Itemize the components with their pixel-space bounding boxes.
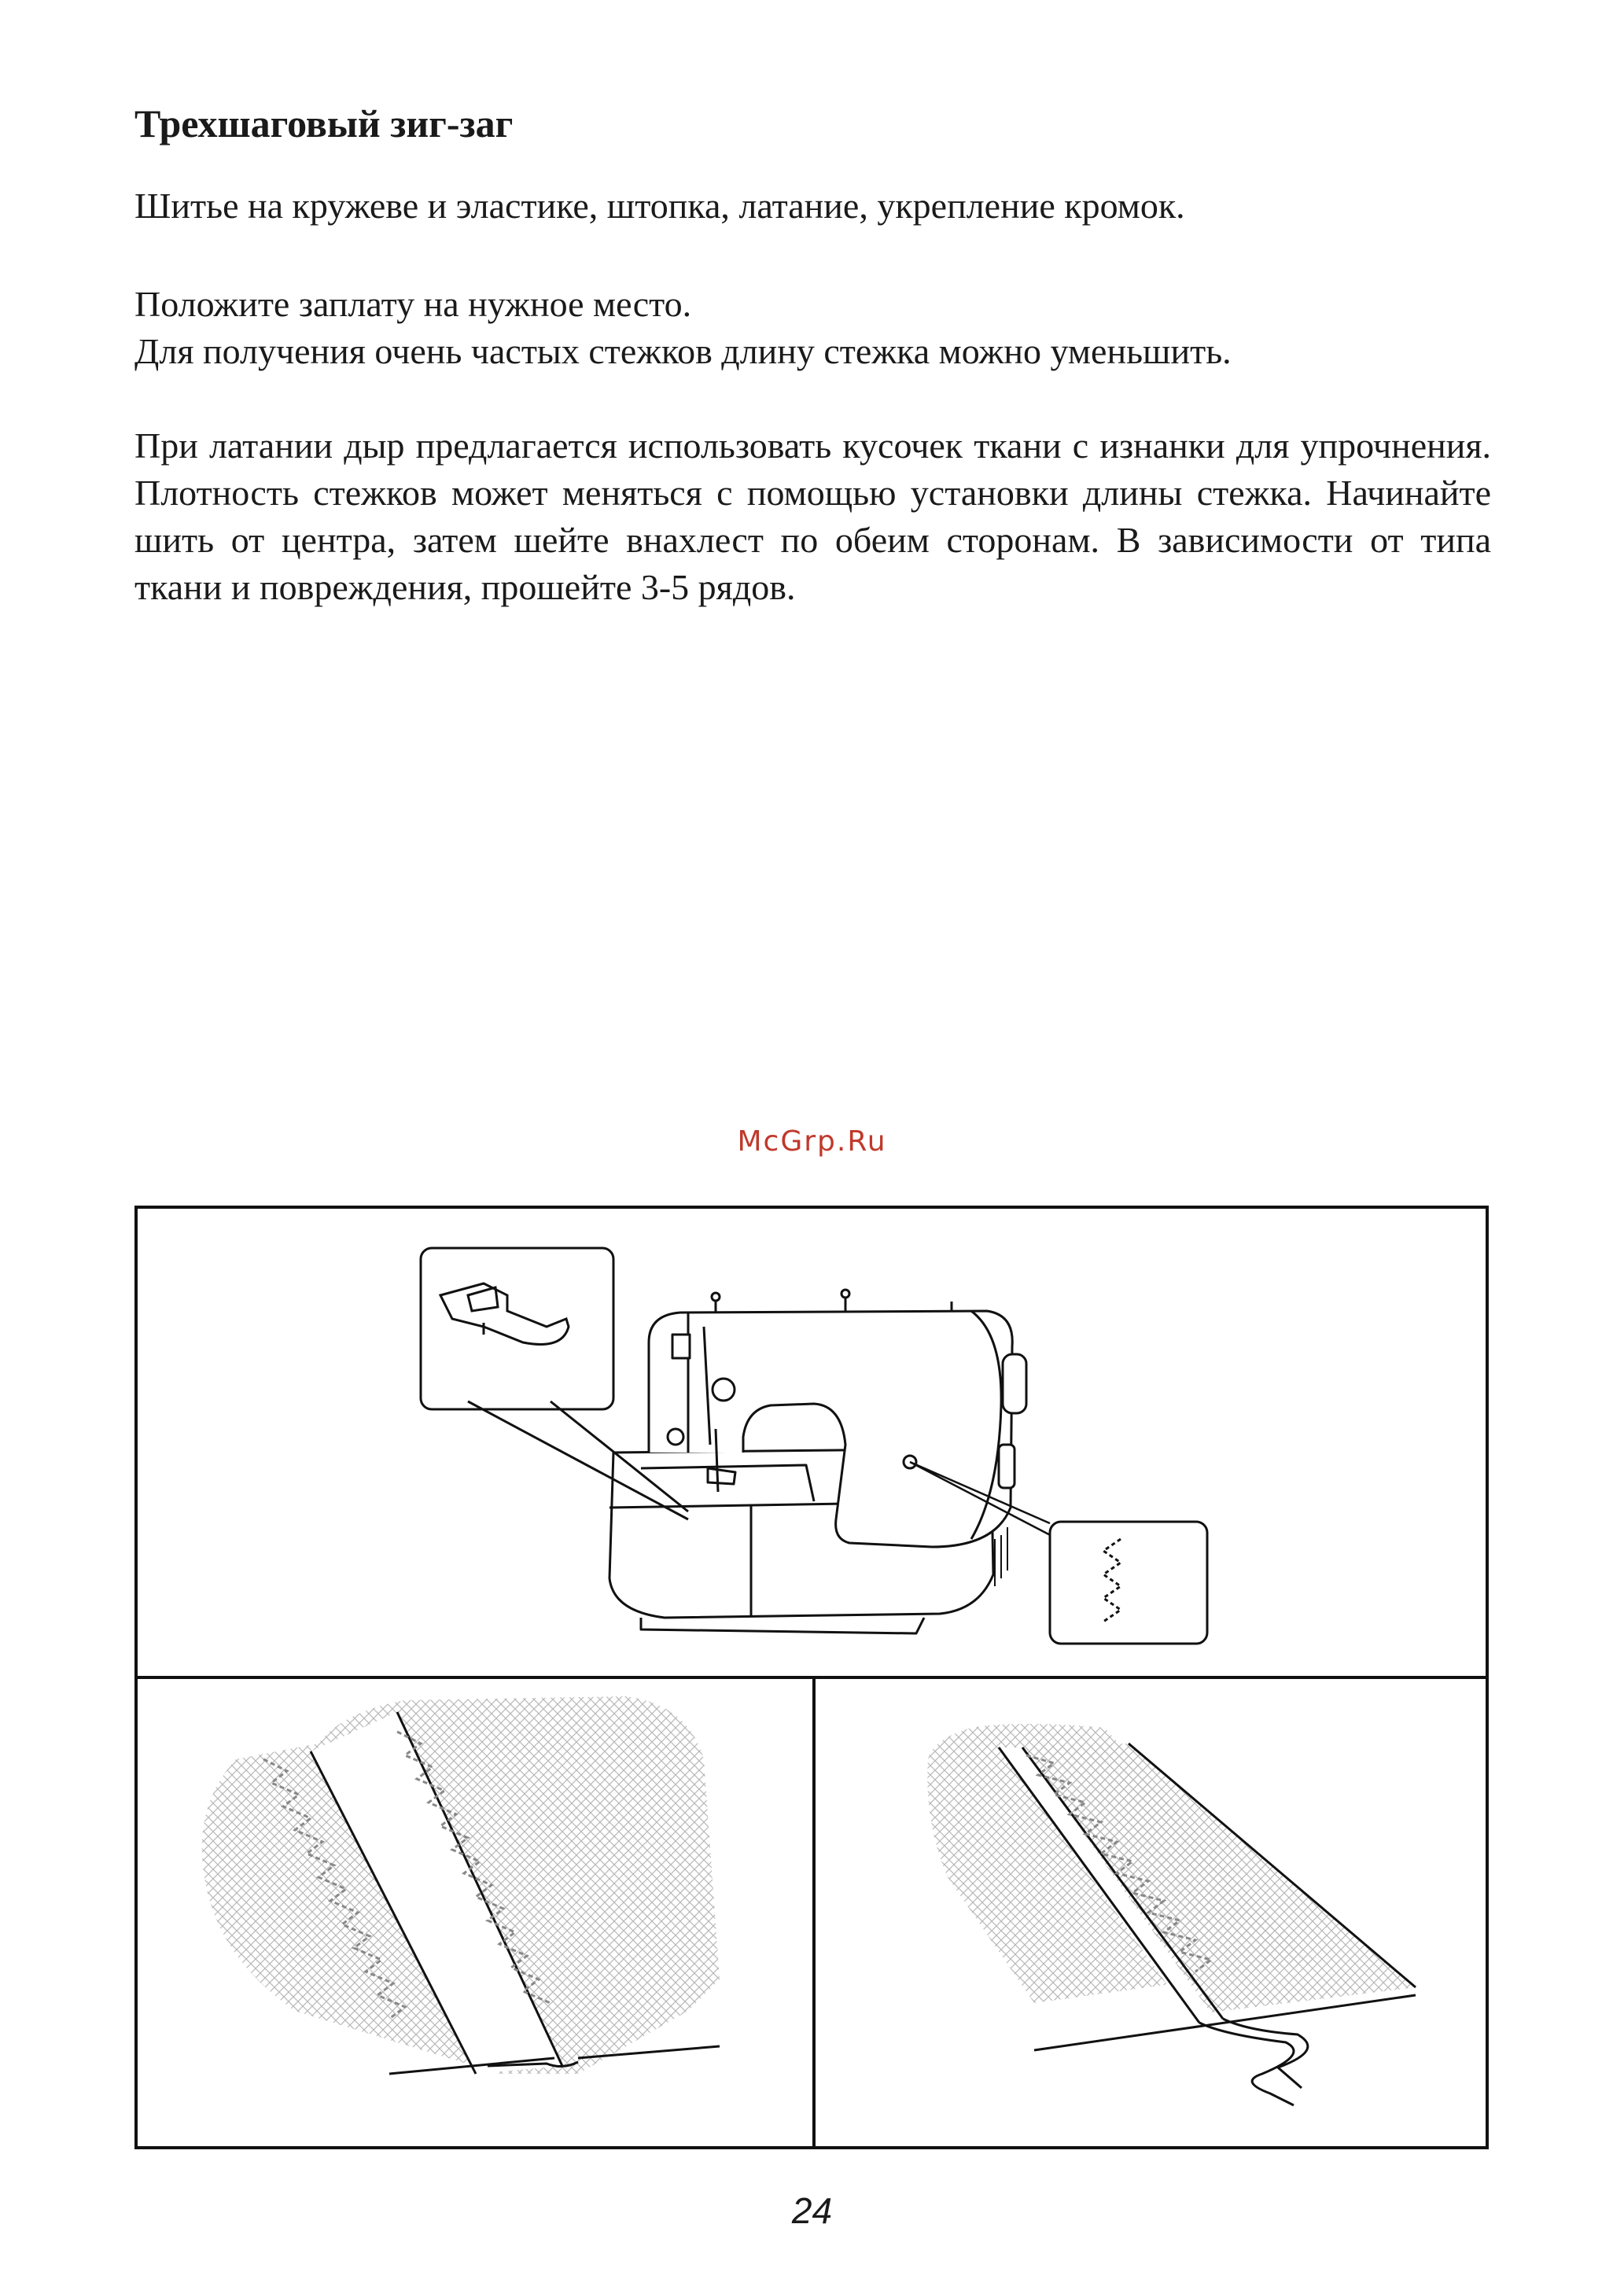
elastic-seam-illustration — [927, 1724, 1416, 2105]
page-title: Трехшаговый зиг-заг — [134, 101, 514, 145]
illustration-frame — [134, 1206, 1489, 2149]
patch-instruction-line-1: Положите заплату на нужное место. — [134, 284, 692, 324]
intro-paragraph: Шитье на кружеве и эластике, штопка, латание, укрепление кромок. — [134, 186, 1185, 226]
patch-instructions — [134, 281, 1491, 375]
patch-illustration — [202, 1696, 720, 2074]
patch-instruction-line-2: Для получения очень частых стежков длину стежка можно уменьшить. — [134, 331, 1232, 371]
sewing-machine-illustration — [609, 1290, 1026, 1633]
watermark: McGrp.Ru — [737, 1125, 887, 1158]
darning-paragraph: При латании дыр предлагается использовать кусочек ткани с изнанки для упрочнения. Плотность стежков может меняться с помощью установки длины стежка. Начинайте шить от центра, затем шейте внахлест по обеим сторонам. В зависимости от типа ткани и повреждения, прошейте 3-5 рядов. — [134, 425, 1491, 607]
illustration-svg — [138, 1209, 1486, 2146]
page-number: 24 — [791, 2190, 833, 2231]
